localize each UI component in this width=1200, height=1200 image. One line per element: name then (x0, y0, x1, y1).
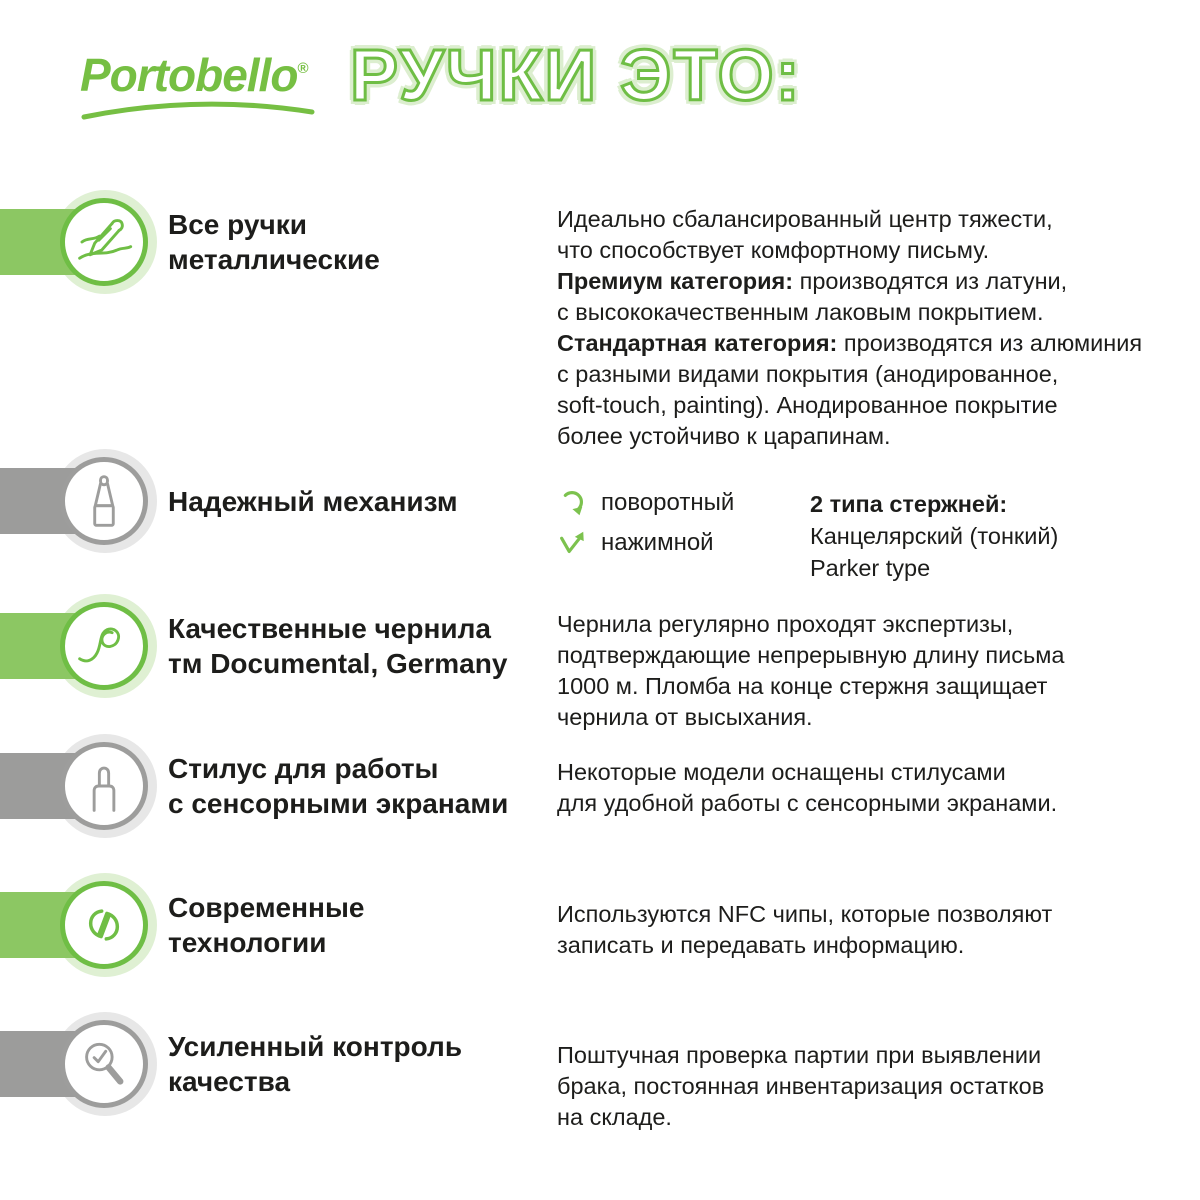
body-line: подтверждающие непрерывную длину письма (557, 642, 1065, 668)
refill-item: Parker type (810, 555, 931, 581)
section-title: Усиленный контроль качества (168, 1031, 463, 1097)
body-line: с разными видами покрытия (анодированное, (557, 361, 1059, 387)
section-body (557, 609, 1064, 733)
section-title: Все ручки металлические (168, 209, 380, 275)
section-title: Стилус для работы с сенсорными экранами (168, 753, 509, 819)
body-line: Некоторые модели оснащены стилусами (557, 759, 1006, 785)
body-line: что способствует комфортному письму. (557, 237, 990, 263)
refill-item: Канцелярский (тонкий) (810, 523, 1059, 549)
body-line: 1000 м. Пломба на конце стержня защищает (557, 673, 1048, 699)
section-body (557, 204, 1142, 452)
body-line: брака, постоянная инвентаризация остатков (557, 1073, 1045, 1099)
body-line: с высококачественным лаковым покрытием. (557, 299, 1044, 325)
section-body (557, 1040, 1044, 1133)
section-body (557, 899, 1052, 961)
section-quality-ink (0, 594, 1200, 730)
refill-types (810, 488, 1058, 584)
ink-squiggle-icon (60, 602, 148, 690)
section-title: Качественные чернила тм Documental, Germany (168, 613, 508, 679)
section-metal-pens (0, 190, 1200, 449)
push-arrow-icon (557, 528, 587, 558)
body-line: для удобной работы с сенсорными экранами. (557, 790, 1058, 816)
stylus-icon (60, 742, 148, 830)
registered-mark: ® (297, 60, 309, 77)
body-line: Поштучная проверка партии при выявлении (557, 1042, 1042, 1068)
pen-tip-icon (60, 457, 148, 545)
pen-writing-icon (60, 198, 148, 286)
section-title: Современные технологии (168, 892, 365, 958)
nfc-icon (60, 881, 148, 969)
body-line: soft-touch, painting). Анодированное покрытие (557, 392, 1058, 418)
section-body (557, 757, 1057, 819)
body-line: чернила от высыхания. (557, 704, 813, 730)
body-line: Используются NFC чипы, которые позволяют (557, 901, 1053, 927)
mechanism-rotary: поворотный (557, 483, 734, 523)
body-line: Премиум категория: производятся из латуни, (557, 268, 1068, 294)
section-mechanism (0, 449, 1200, 581)
section-nfc-tech (0, 873, 1200, 977)
section-title: Надежный механизм (168, 486, 458, 517)
body-line: Чернила регулярно проходят экспертизы, (557, 611, 1014, 637)
body-line: Стандартная категория: производятся из алюминия (557, 330, 1143, 356)
magnifier-check-icon (60, 1020, 148, 1108)
body-line: более устойчиво к царапинам. (557, 423, 891, 449)
body-line: на складе. (557, 1104, 672, 1130)
portobello-logo (80, 49, 316, 122)
mechanism-types (557, 483, 734, 563)
section-quality-control (0, 1012, 1200, 1130)
body-line: записать и передавать информацию. (557, 932, 965, 958)
logo-swoosh-icon (80, 100, 316, 122)
body-line: Идеально сбалансированный центр тяжести, (557, 206, 1053, 232)
section-stylus (0, 734, 1200, 838)
mechanism-push: нажимной (557, 523, 734, 563)
rotate-arrow-icon (557, 488, 587, 518)
logo-text: Portobello (80, 49, 298, 101)
page-title: РУЧКИ ЭТО: (350, 36, 802, 116)
refills-heading: 2 типа стержней: (810, 491, 1008, 517)
